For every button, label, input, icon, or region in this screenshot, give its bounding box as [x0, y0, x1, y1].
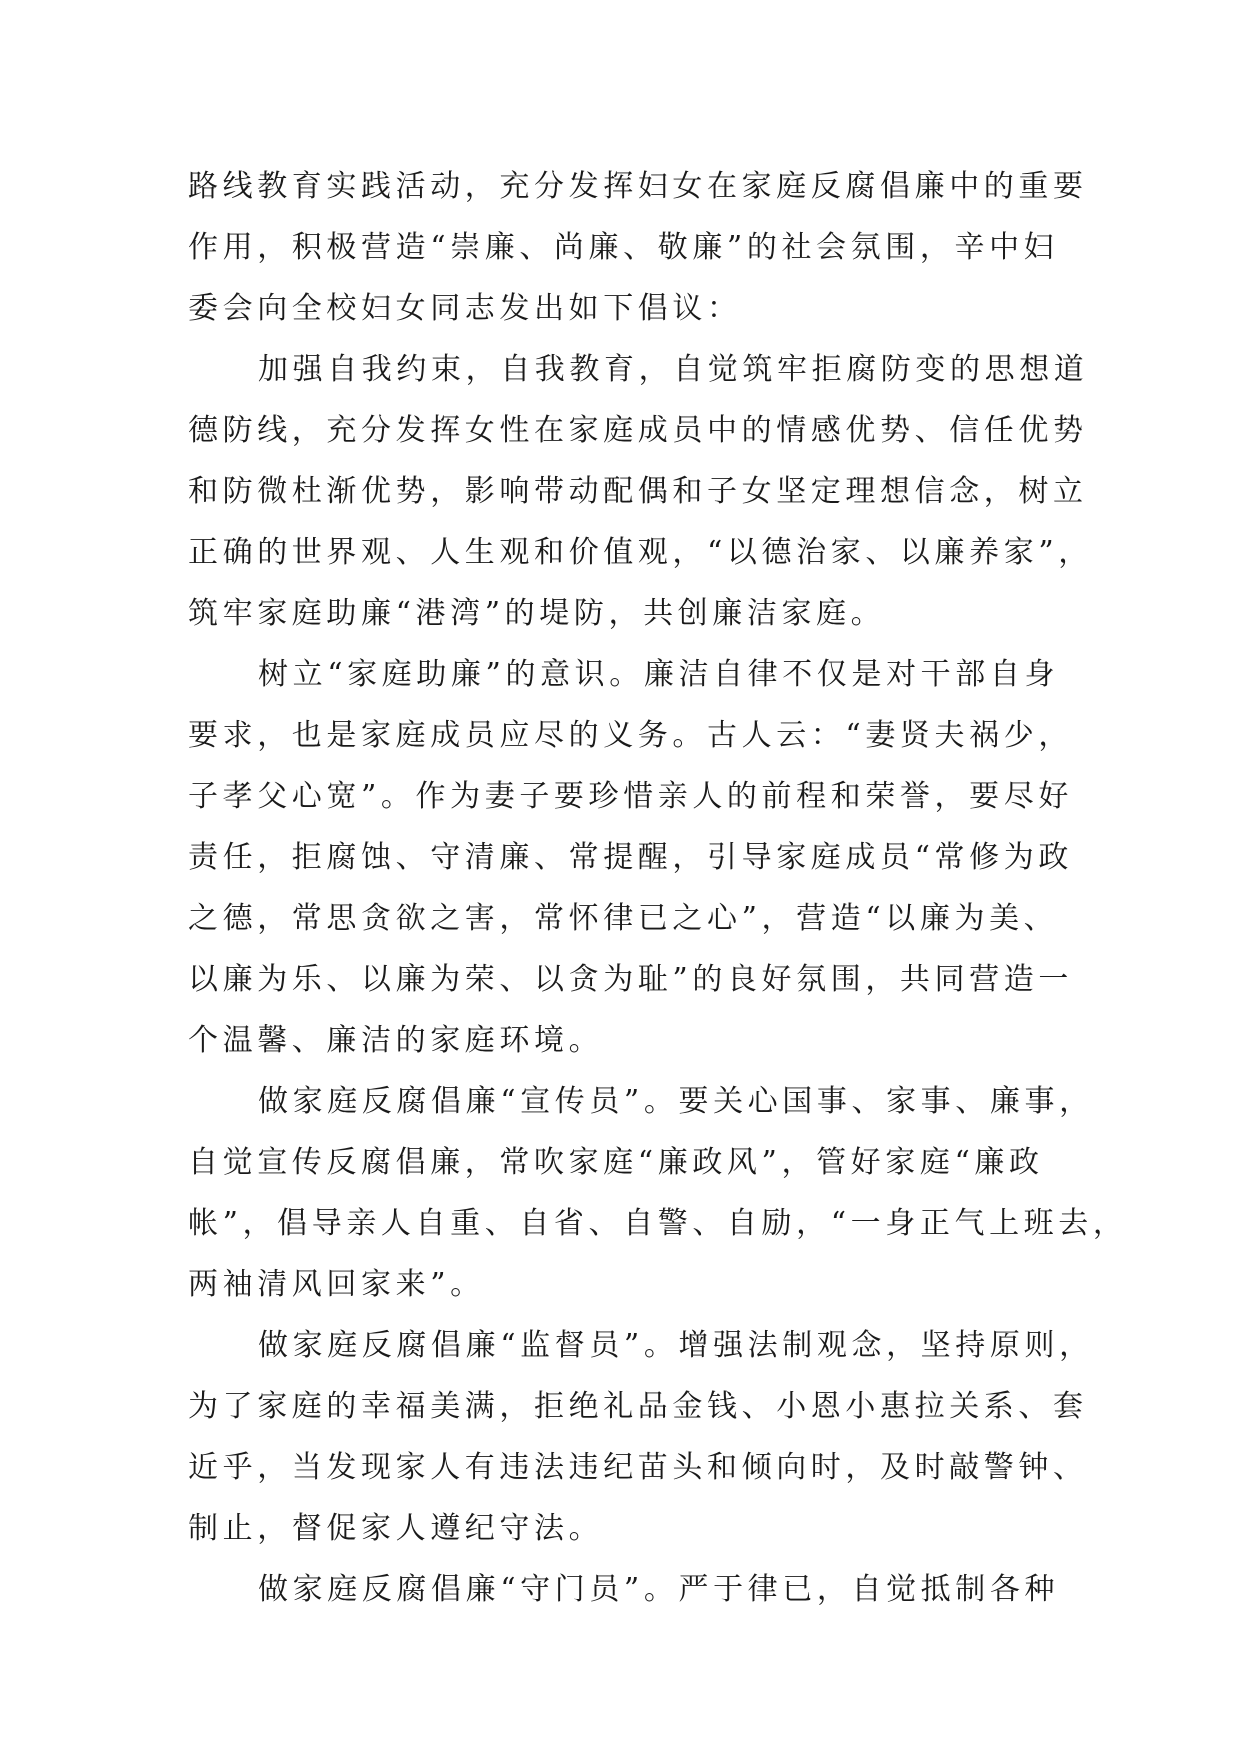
text-line: 作用，积极营造“崇廉、尚廉、敬廉”的社会氛围，辛中妇 [188, 230, 1059, 265]
text-line: 正确的世界观、人生观和价值观，“以德治家、以廉养家”， [188, 535, 1093, 570]
text-line: 责任，拒腐蚀、守清廉、常提醒，引导家庭成员“常修为政 [188, 840, 1073, 875]
text-line: 两袖清风回家来”。 [188, 1267, 485, 1302]
text-line: 做家庭反腐倡廉“监督员”。增强法制观念，坚持原则， [258, 1328, 1094, 1363]
text-line: 制止，督促家人遵纪守法。 [188, 1511, 604, 1546]
text-line: 自觉宣传反腐倡廉，常吹家庭“廉政风”，管好家庭“廉政 [188, 1145, 1044, 1180]
text-line: 加强自我约束，自我教育，自觉筑牢拒腐防变的思想道 [258, 352, 1089, 387]
document-body [188, 156, 1128, 1620]
text-line: 和防微杜渐优势，影响带动配偶和子女坚定理想信念，树立 [188, 474, 1088, 509]
text-line: 近乎，当发现家人有违法违纪苗头和倾向时，及时敲警钟、 [188, 1450, 1088, 1485]
text-line: 德防线，充分发挥女性在家庭成员中的情感优势、信任优势 [188, 413, 1088, 448]
text-line: 筑牢家庭助廉“港湾”的堤防，共创廉洁家庭。 [188, 596, 886, 631]
text-line: 以廉为乐、以廉为荣、以贪为耻”的良好氛围，共同营造一 [188, 962, 1073, 997]
text-line: 帐”，倡导亲人自重、自省、自警、自励，“一身正气上班去， [188, 1206, 1128, 1241]
text-line: 之德，常思贪欲之害，常怀律已之心”，营造“以廉为美、 [188, 901, 1059, 936]
text-line: 要求，也是家庭成员应尽的义务。古人云：“妻贤夫祸少， [188, 718, 1073, 753]
text-line: 树立“家庭助廉”的意识。廉洁自律不仅是对干部自身 [258, 657, 1060, 692]
text-line: 个温馨、廉洁的家庭环境。 [188, 1023, 604, 1058]
text-line: 委会向全校妇女同志发出如下倡议： [188, 291, 742, 326]
text-line: 做家庭反腐倡廉“守门员”。严于律已，自觉抵制各种 [258, 1572, 1060, 1607]
text-line: 路线教育实践活动，充分发挥妇女在家庭反腐倡廉中的重要 [188, 169, 1088, 204]
text-line: 为了家庭的幸福美满，拒绝礼品金钱、小恩小惠拉关系、套 [188, 1389, 1088, 1424]
text-line: 做家庭反腐倡廉“宣传员”。要关心国事、家事、廉事， [258, 1084, 1094, 1119]
text-line: 子孝父心宽”。作为妻子要珍惜亲人的前程和荣誉，要尽好 [188, 779, 1073, 814]
